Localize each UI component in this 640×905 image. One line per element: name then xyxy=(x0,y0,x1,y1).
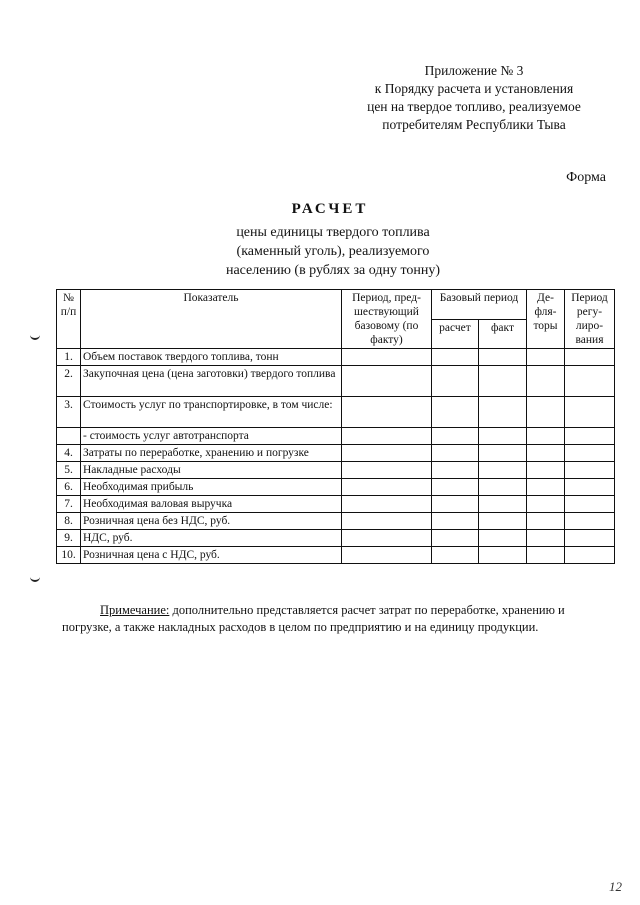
cell-base-calc xyxy=(432,445,479,462)
row-label: Розничная цена с НДС, руб. xyxy=(81,547,342,564)
form-label: Форма xyxy=(566,170,606,185)
row-number: 3. xyxy=(57,397,81,428)
cell-base-calc xyxy=(432,428,479,445)
row-label: Необходимая валовая выручка xyxy=(81,496,342,513)
cell-previous-period xyxy=(342,530,432,547)
cell-base-calc xyxy=(432,479,479,496)
header-base-period: Базовый период xyxy=(432,290,527,320)
cell-deflators xyxy=(527,547,565,564)
cell-deflators xyxy=(527,530,565,547)
cell-deflators xyxy=(527,496,565,513)
table-row xyxy=(57,496,615,513)
subtitle-line: цены единицы твердого топлива xyxy=(236,225,430,240)
cell-base-fact xyxy=(479,428,527,445)
cell-previous-period xyxy=(342,547,432,564)
row-label: НДС, руб. xyxy=(81,530,342,547)
cell-deflators xyxy=(527,397,565,428)
row-number: 6. xyxy=(57,479,81,496)
table-row xyxy=(57,462,615,479)
subtitle-line: (каменный уголь), реализуемого xyxy=(236,244,430,259)
appendix-line: к Порядку расчета и установления xyxy=(374,81,574,96)
cell-previous-period xyxy=(342,479,432,496)
appendix-line: потребителям Республики Тыва xyxy=(382,117,566,132)
row-label: Объем поставок твердого топлива, тонн xyxy=(81,349,342,366)
cell-base-fact xyxy=(479,397,527,428)
cell-deflators xyxy=(527,428,565,445)
header-base-fact: факт xyxy=(479,319,527,349)
cell-regulation-period xyxy=(565,397,615,428)
row-label: Закупочная цена (цена заготовки) твердого топлива xyxy=(81,366,342,397)
cell-deflators xyxy=(527,513,565,530)
cell-base-fact xyxy=(479,462,527,479)
row-label: - стоимость услуг автотранспорта xyxy=(81,428,342,445)
row-number: 1. xyxy=(57,349,81,366)
binding-hole-mark xyxy=(30,332,40,340)
cell-regulation-period xyxy=(565,547,615,564)
cell-previous-period xyxy=(342,349,432,366)
cell-base-fact xyxy=(479,530,527,547)
calculation-table xyxy=(56,289,615,564)
row-number: 8. xyxy=(57,513,81,530)
page-number: 12 xyxy=(609,879,622,894)
cell-base-fact xyxy=(479,366,527,397)
header-indicator: Показатель xyxy=(81,290,342,349)
cell-regulation-period xyxy=(565,513,615,530)
row-number xyxy=(57,428,81,445)
cell-base-fact xyxy=(479,445,527,462)
row-number: 2. xyxy=(57,366,81,397)
cell-deflators xyxy=(527,479,565,496)
cell-regulation-period xyxy=(565,445,615,462)
table-row xyxy=(57,479,615,496)
row-label: Накладные расходы xyxy=(81,462,342,479)
cell-regulation-period xyxy=(565,349,615,366)
cell-previous-period xyxy=(342,496,432,513)
cell-previous-period xyxy=(342,462,432,479)
header-num: № п/п xyxy=(57,290,81,349)
cell-deflators xyxy=(527,349,565,366)
table-row xyxy=(57,428,615,445)
header-previous-period: Период, пред-шествующий базовому (по факту) xyxy=(342,290,432,349)
row-label: Розничная цена без НДС, руб. xyxy=(81,513,342,530)
cell-regulation-period xyxy=(565,366,615,397)
row-number: 5. xyxy=(57,462,81,479)
header-deflators: Де-фля-торы xyxy=(527,290,565,349)
cell-previous-period xyxy=(342,445,432,462)
footnote-label: Примечание: xyxy=(100,603,170,617)
row-number: 7. xyxy=(57,496,81,513)
cell-previous-period xyxy=(342,428,432,445)
cell-base-calc xyxy=(432,496,479,513)
cell-regulation-period xyxy=(565,428,615,445)
header-base-calc: расчет xyxy=(432,319,479,349)
cell-deflators xyxy=(527,445,565,462)
footnote xyxy=(62,602,610,636)
cell-base-fact xyxy=(479,479,527,496)
cell-deflators xyxy=(527,462,565,479)
cell-base-calc xyxy=(432,513,479,530)
document-title: РАСЧЕТ xyxy=(291,201,369,217)
cell-regulation-period xyxy=(565,462,615,479)
cell-base-fact xyxy=(479,496,527,513)
header-regulation-period: Период регу-лиро-вания xyxy=(565,290,615,349)
row-number: 10. xyxy=(57,547,81,564)
cell-previous-period xyxy=(342,513,432,530)
table-row xyxy=(57,530,615,547)
cell-base-fact xyxy=(479,349,527,366)
table-row xyxy=(57,445,615,462)
cell-regulation-period xyxy=(565,530,615,547)
row-number: 9. xyxy=(57,530,81,547)
subtitle-line: населению (в рублях за одну тонну) xyxy=(225,263,441,278)
cell-base-calc xyxy=(432,462,479,479)
row-number: 4. xyxy=(57,445,81,462)
table-row xyxy=(57,513,615,530)
cell-base-fact xyxy=(479,547,527,564)
cell-base-calc xyxy=(432,366,479,397)
table-row xyxy=(57,349,615,366)
cell-previous-period xyxy=(342,366,432,397)
cell-base-calc xyxy=(432,349,479,366)
footnote-text: дополнительно представляется расчет затрат по переработке, хранению и погрузке, а также накладных расходов в целом по предприятию и на единицу продукции. xyxy=(62,603,565,634)
table-row xyxy=(57,547,615,564)
cell-deflators xyxy=(527,366,565,397)
cell-previous-period xyxy=(342,397,432,428)
cell-base-fact xyxy=(479,513,527,530)
document-subtitle xyxy=(0,223,640,280)
table-row xyxy=(57,397,615,428)
cell-base-calc xyxy=(432,547,479,564)
row-label: Затраты по переработке, хранению и погрузке xyxy=(81,445,342,462)
cell-base-calc xyxy=(432,530,479,547)
row-label: Стоимость услуг по транспортировке, в том числе: xyxy=(81,397,342,428)
cell-regulation-period xyxy=(565,496,615,513)
appendix-line: цен на твердое топливо, реализуемое xyxy=(367,99,581,114)
cell-regulation-period xyxy=(565,479,615,496)
appendix-header xyxy=(340,62,608,134)
appendix-line: Приложение № 3 xyxy=(424,63,524,78)
cell-base-calc xyxy=(432,397,479,428)
row-label: Необходимая прибыль xyxy=(81,479,342,496)
table-row xyxy=(57,366,615,397)
binding-hole-mark xyxy=(30,574,40,582)
